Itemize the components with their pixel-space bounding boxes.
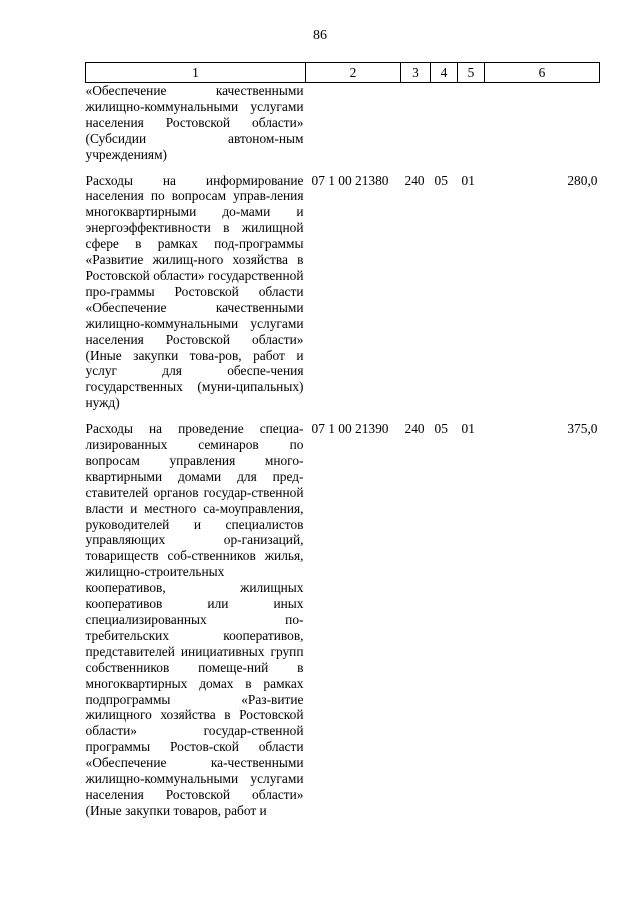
column-header: 1 — [86, 63, 306, 83]
row-amount: 375,0 — [567, 421, 598, 437]
row-pr — [458, 83, 485, 173]
row-rz: 05 — [434, 421, 448, 437]
row-description: Расходы на информирование населения по вопросам управ-ления многоквартирными до-мами и энергоэффективности в жилищной сфере в рамках под-программы «Развитие жилищ-ного хозяйства в Ростовской области» государственной про-граммы Ростовской области «Обеспечение качественными жилищно-коммунальными услугами населения Ростовской области» (Иные закупки това-ров, работ и услуг для обеспе-чения государственных (муни-ципальных) нужд) — [85, 172, 304, 411]
table-row — [86, 421, 600, 829]
row-csr — [306, 83, 401, 173]
row-csr: 07 1 00 21380 — [311, 172, 389, 188]
page-number: 86 — [313, 28, 327, 43]
column-header: 3 — [401, 63, 431, 83]
column-header: 4 — [431, 63, 458, 83]
budget-table — [85, 62, 600, 829]
column-header: 5 — [458, 63, 485, 83]
row-rz: 05 — [434, 172, 448, 188]
row-rz — [431, 83, 458, 173]
row-vr — [401, 83, 431, 173]
row-pr: 01 — [461, 421, 475, 437]
column-header: 6 — [485, 63, 600, 83]
row-amount — [485, 83, 600, 173]
table-row — [86, 83, 600, 173]
column-header: 2 — [306, 63, 401, 83]
row-vr: 240 — [404, 421, 425, 437]
table-header-row — [86, 63, 600, 83]
row-description: «Обеспечение качественными жилищно-коммунальными услугами населения Ростовской области» (Субсидии автоном-ным учреждениям) — [85, 83, 304, 162]
row-description: Расходы на проведение специа-лизированных семинаров по вопросам управления много-квартирными домами для пред-ставителей органов государ-ственной власти и местного са-моуправления, руководителей и специалистов управляющих ор-ганизаций, товариществ соб-ственников жилья, жилищно-строительных кооперативов, жилищных кооперативов или иных специализированных по-требительских кооперативов, представителей инициативных групп собственников помеще-ний в многоквартирных домах в рамках подпрограммы «Раз-витие жилищного хозяйства в Ростовской области» государ-ственной программы Ростов-ской области «Обеспечение ка-чественными жилищно-коммунальными услугами населения Ростовской области» (Иные закупки товаров, работ и — [85, 421, 304, 818]
row-pr: 01 — [461, 172, 475, 188]
row-csr: 07 1 00 21390 — [311, 421, 389, 437]
row-amount: 280,0 — [567, 172, 598, 188]
table-row — [86, 173, 600, 422]
row-vr: 240 — [404, 172, 425, 188]
